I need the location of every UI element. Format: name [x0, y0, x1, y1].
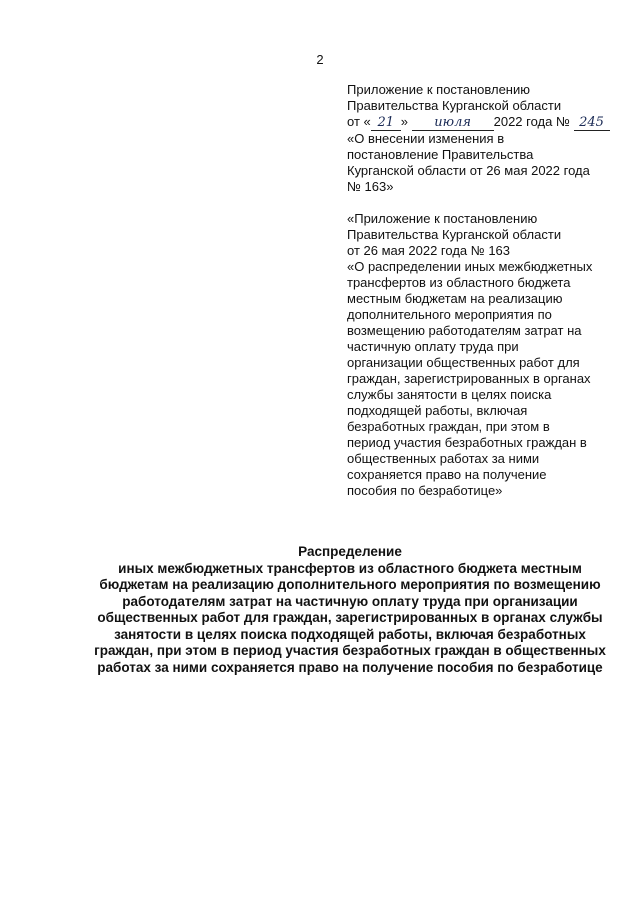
handwritten-number: 245: [574, 116, 610, 131]
quoted-appendix-line: пособия по безработице»: [347, 483, 503, 498]
quoted-appendix-line: дополнительного мероприятия по: [347, 307, 552, 322]
quoted-appendix-line: от 26 мая 2022 года № 163: [347, 243, 511, 258]
appendix-block: [347, 82, 627, 499]
handwritten-month: июля: [412, 116, 494, 131]
spacer: [347, 195, 627, 211]
appendix-subject-line: № 163»: [347, 179, 394, 194]
date-year-text: 2022 года №: [493, 114, 570, 129]
title-line: занятости в целях поиска подходящей работы, включая безработных: [114, 626, 586, 642]
appendix-subject-line: «О внесении изменения в: [347, 131, 505, 146]
document-title: [80, 544, 620, 676]
quoted-appendix-line: «Приложение к постановлению: [347, 211, 538, 226]
quoted-appendix-line: граждан, зарегистрированных в органах: [347, 371, 591, 386]
quoted-appendix-line: местным бюджетам на реализацию: [347, 291, 563, 306]
date-mid: »: [400, 114, 408, 129]
quoted-appendix-line: безработных граждан, при этом в: [347, 419, 550, 434]
quoted-appendix-line: «О распределении иных межбюджетных: [347, 259, 593, 274]
title-line: иных межбюджетных трансфертов из областного бюджета местным: [118, 560, 582, 576]
appendix-header-line: Приложение к постановлению: [347, 82, 530, 97]
title-line: работодателям затрат на частичную оплату труда при организации: [122, 593, 578, 609]
handwritten-day: 21: [371, 116, 401, 131]
quoted-appendix-line: общественных работах за ними: [347, 451, 540, 466]
date-prefix: от «: [347, 114, 371, 129]
title-heading: Распределение: [298, 544, 402, 559]
title-line: граждан, при этом в период участия безработных граждан в общественных: [94, 643, 606, 658]
quoted-appendix-line: подходящей работы, включая: [347, 403, 528, 418]
title-line: работах за ними сохраняется право на получение пособия по безработице: [97, 659, 603, 675]
quoted-appendix-line: частичную оплату труда при: [347, 339, 519, 354]
appendix-date-line: [347, 114, 627, 131]
quoted-appendix-line: трансфертов из областного бюджета: [347, 275, 571, 290]
quoted-appendix-line: организации общественных работ для: [347, 355, 580, 370]
appendix-header-line: Правительства Курганской области: [347, 98, 562, 113]
title-line: общественных работ для граждан, зарегистрированных в органах службы: [97, 610, 603, 625]
quoted-appendix-line: период участия безработных граждан в: [347, 435, 587, 450]
page-number: 2: [316, 52, 324, 67]
appendix-subject-line: постановление Правительства: [347, 147, 534, 162]
quoted-appendix-line: службы занятости в целях поиска: [347, 387, 552, 402]
quoted-appendix-line: Правительства Курганской области: [347, 227, 562, 242]
quoted-appendix-line: возмещению работодателям затрат на: [347, 323, 582, 338]
appendix-subject-line: Курганской области от 26 мая 2022 года: [347, 163, 590, 178]
title-line: бюджетам на реализацию дополнительного мероприятия по возмещению: [99, 577, 601, 592]
quoted-appendix-line: сохраняется право на получение: [347, 467, 547, 482]
